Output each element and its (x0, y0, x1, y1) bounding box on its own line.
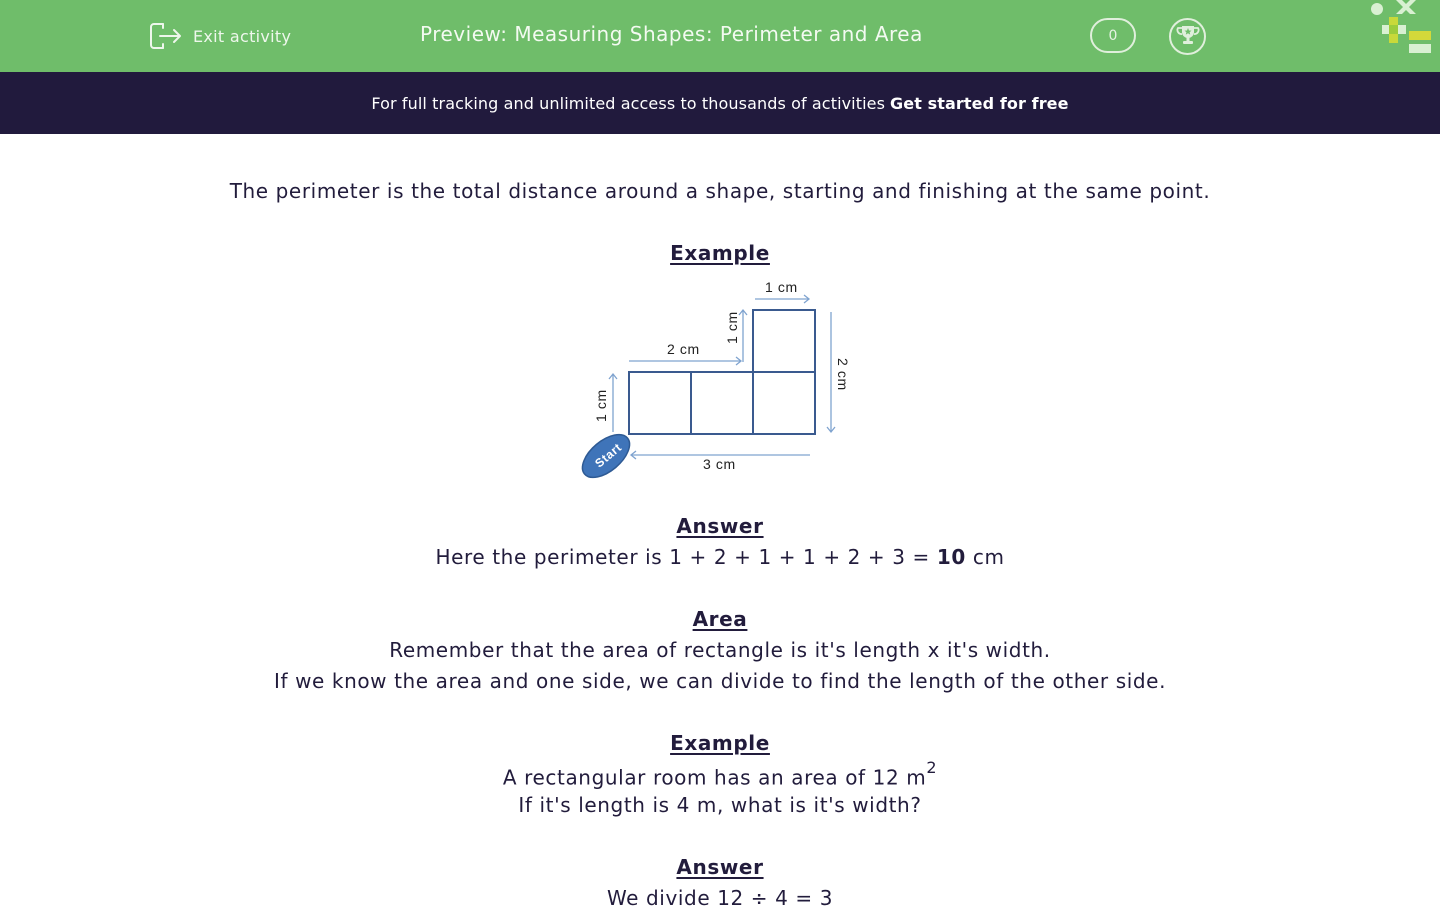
start-marker (575, 427, 637, 484)
area-answer-text: We divide 12 ÷ 4 = 3 (606, 886, 834, 910)
promo-banner (0, 72, 1440, 134)
area-example-line-2: If it's length is 4 m, what is it's width? (518, 793, 922, 817)
perimeter-diagram (575, 274, 865, 484)
label-right: 2 cm (835, 358, 851, 391)
perimeter-answer-text: Here the perimeter is 1 + 2 + 1 + 1 + 2 + 3 = 10 cm (435, 545, 1005, 569)
area-heading: Area (692, 607, 748, 631)
exit-activity-label: Exit activity (193, 26, 292, 46)
area-line-1: Remember that the area of rectangle is it's length x it's width. (389, 638, 1051, 662)
exit-door-icon (149, 21, 183, 51)
label-left: 1 cm (593, 389, 609, 422)
label-upper-left: 1 cm (724, 311, 740, 344)
banner-text: For full tracking and unlimited access to thousands of activities (371, 93, 886, 113)
perimeter-answer-heading: Answer (676, 514, 764, 538)
get-started-link[interactable]: Get started for free (890, 93, 1069, 113)
label-bottom: 3 cm (703, 456, 736, 472)
intro-text: The perimeter is the total distance around a shape, starting and finishing at the same point. (229, 179, 1211, 203)
score-badge: 0 (1090, 18, 1136, 53)
exit-activity-button[interactable] (149, 20, 291, 52)
perimeter-example-heading: Example (670, 241, 770, 265)
perimeter-result: 10 (936, 545, 966, 569)
label-middle: 2 cm (667, 341, 700, 357)
area-line-2: If we know the area and one side, we can divide to find the length of the other side. (273, 669, 1167, 693)
page-title: Preview: Measuring Shapes: Perimeter and Area (420, 22, 923, 46)
top-bar (0, 0, 1440, 72)
math-symbols-logo (1366, 0, 1440, 56)
area-example-line-1: A rectangular room has an area of 12 $m^2$ (502, 758, 938, 790)
area-answer-heading: Answer (676, 855, 764, 879)
area-example-heading: Example (670, 731, 770, 755)
svg-text:Start: Start (592, 440, 625, 471)
trophy-icon (1176, 24, 1200, 50)
trophy-button[interactable] (1169, 18, 1206, 55)
label-top: 1 cm (765, 279, 798, 295)
